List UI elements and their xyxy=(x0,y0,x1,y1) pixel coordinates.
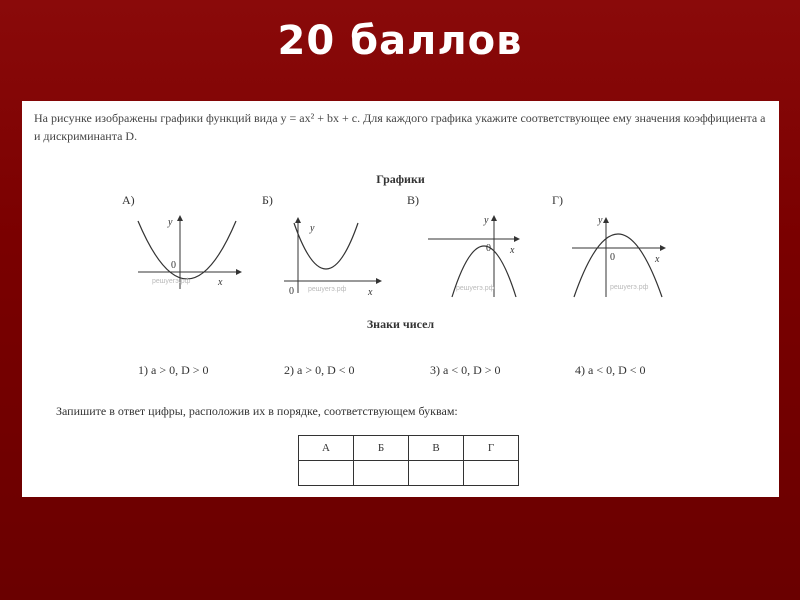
graph-v xyxy=(426,213,526,301)
signs-title: Знаки чисел xyxy=(366,317,435,331)
task-text: На рисунке изображены графики функций вида y = ax² + bx + c. Для каждого графика укажите соответствующее ему значения коэффициента a и дискриминанта D. xyxy=(34,111,766,143)
graph-b-origin: 0 xyxy=(289,286,294,297)
answer-cell-v[interactable] xyxy=(409,461,464,486)
answer-value-row xyxy=(299,461,519,486)
graph-v-watermark: решуегэ.рф xyxy=(456,285,495,292)
task-panel xyxy=(22,101,779,497)
graph-a-label: А) xyxy=(122,193,135,207)
answer-cell-b[interactable] xyxy=(354,461,409,486)
answer-cell-g[interactable] xyxy=(464,461,519,486)
graph-a xyxy=(130,211,245,291)
graph-v-origin: 0 xyxy=(486,243,491,254)
answer-header-a: А xyxy=(299,436,354,461)
graph-g-y-label: y xyxy=(598,215,603,226)
graph-v-x-label: x xyxy=(510,245,515,256)
slide-title: 20 баллов xyxy=(277,18,523,64)
graph-a-curve xyxy=(138,221,236,279)
option-2: 2) a > 0, D < 0 xyxy=(284,363,355,377)
graph-b xyxy=(280,211,395,301)
graph-a-watermark: решуегэ.рф xyxy=(152,278,191,285)
graph-a-y-label: y xyxy=(168,217,173,228)
graph-g xyxy=(570,211,670,301)
graph-b-label: Б) xyxy=(262,193,273,207)
graph-v-label: В) xyxy=(407,193,419,207)
answer-table xyxy=(298,435,519,486)
instruction-text: Запишите в ответ цифры, расположив их в порядке, соответствующем буквам: xyxy=(56,404,458,418)
answer-header-g: Г xyxy=(464,436,519,461)
option-1: 1) a > 0, D > 0 xyxy=(138,363,209,377)
graphs-title: Графики xyxy=(376,172,425,186)
graph-b-curve xyxy=(294,223,358,269)
answer-header-row xyxy=(299,436,519,461)
graph-g-label: Г) xyxy=(552,193,563,207)
graph-b-watermark: решуегэ.рф xyxy=(308,286,347,293)
graph-b-x-label: x xyxy=(368,287,373,298)
answer-header-b: Б xyxy=(354,436,409,461)
option-4: 4) a < 0, D < 0 xyxy=(575,363,646,377)
graph-g-origin: 0 xyxy=(610,252,615,263)
graph-v-y-label: y xyxy=(484,215,489,226)
option-3: 3) a < 0, D > 0 xyxy=(430,363,501,377)
graph-a-x-label: x xyxy=(218,277,223,288)
graph-g-x-label: x xyxy=(655,254,660,265)
answer-header-v: В xyxy=(409,436,464,461)
answer-cell-a[interactable] xyxy=(299,461,354,486)
graph-g-watermark: решуегэ.рф xyxy=(610,284,649,291)
graph-a-origin: 0 xyxy=(171,260,176,271)
graph-b-y-label: y xyxy=(310,223,315,234)
